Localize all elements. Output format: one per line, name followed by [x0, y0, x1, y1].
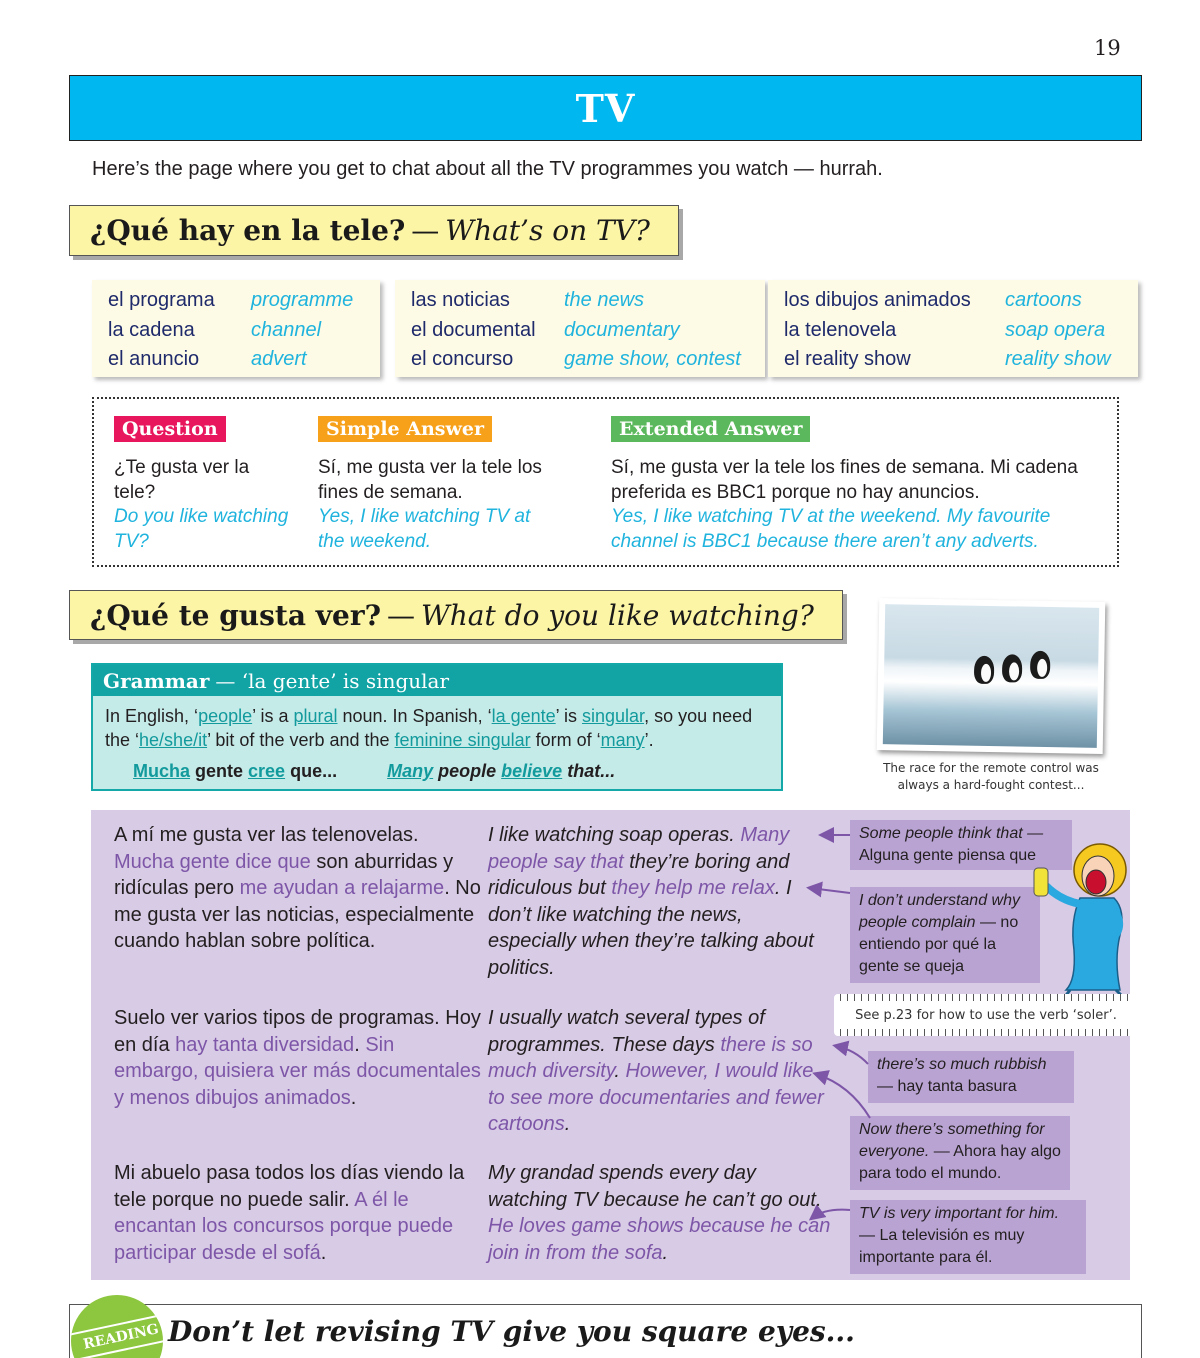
grammar-underlined: he/she/it	[139, 730, 208, 750]
note-english: there’s so much rubbish	[877, 1056, 1047, 1073]
vocab-row	[411, 286, 749, 316]
reading-badge-label: READING	[71, 1312, 163, 1358]
question-column	[114, 416, 294, 554]
para-highlight: hay tanta diversidad	[175, 1033, 355, 1056]
grammar-underlined: many	[600, 730, 645, 750]
section-header-spanish: ¿Qué te gusta ver?	[90, 598, 381, 632]
vocab-spanish: el anuncio	[108, 348, 200, 370]
grammar-example	[105, 759, 769, 783]
vocab-row	[108, 316, 364, 346]
para-text: My grandad spends every day watching TV because he can’t go out.	[488, 1162, 822, 1211]
para-text: .	[662, 1241, 669, 1264]
vocab-english: reality show	[1005, 348, 1111, 370]
note-english: Some people think that —	[859, 825, 1044, 842]
para-highlight: Mucha gente dice que	[114, 850, 311, 873]
page-title: TV	[575, 85, 636, 131]
vocab-row	[411, 345, 749, 375]
para-text: Suelo ver varios tipos de programas. Hoy en día	[114, 1007, 481, 1056]
simple-answer-english: Yes, I like watching TV at the weekend.	[318, 506, 531, 552]
tip-text: See p.23 for how to use the verb ‘soler’.	[855, 1007, 1117, 1023]
para-text: . I don’t like watching the news, especially when they’re talking about politics.	[488, 877, 814, 979]
section-header-english: What do you like watching?	[420, 598, 814, 632]
vocab-spanish: el concurso	[411, 348, 514, 370]
paragraph-english-1	[488, 822, 833, 981]
para-highlight: Sin embargo, quisiera ver más documentales y menos dibujos animados	[114, 1033, 481, 1109]
side-note-4	[850, 1116, 1070, 1190]
vocab-row	[784, 316, 1122, 346]
grammar-text: form of ‘	[530, 730, 601, 750]
para-highlight: He loves game shows because he can join in from the sofa	[488, 1215, 831, 1264]
question-answer-box	[92, 397, 1119, 567]
vocab-box-2	[395, 280, 765, 377]
note-spanish: Alguna gente piensa que	[859, 847, 1037, 864]
para-highlight: they help me relax	[611, 877, 775, 899]
vocab-spanish: la cadena	[108, 318, 195, 341]
grammar-example-text: que...	[285, 761, 338, 781]
note-spanish: — no entiendo por qué la gente se queja	[859, 914, 1019, 975]
vocab-english: channel	[251, 318, 322, 341]
grammar-example-text: gente	[190, 761, 249, 781]
para-text: son aburridas y ridículas pero	[114, 850, 454, 899]
vocab-english: game show, contest	[564, 348, 741, 370]
grammar-example-text: people	[433, 761, 502, 781]
vocab-english: programme	[251, 289, 354, 311]
paragraph-spanish-2	[114, 1005, 484, 1111]
para-highlight: A él le encantan los concursos porque puede participar desde el sofá	[114, 1188, 454, 1264]
grammar-title-bold: Grammar	[103, 668, 210, 693]
vocab-row	[784, 286, 1122, 316]
note-spanish: — La televisión es muy importante para él.	[859, 1227, 1025, 1266]
question-label: Question	[114, 416, 226, 442]
simple-answer-spanish: Sí, me gusta ver la tele los fines de semana.	[318, 457, 542, 503]
extended-answer-column	[611, 416, 1111, 554]
side-note-5	[850, 1200, 1086, 1274]
grammar-title	[93, 665, 781, 696]
section-header-dash: —	[386, 598, 415, 632]
grammar-underlined: people	[198, 706, 253, 726]
photo-image	[883, 604, 1099, 748]
grammar-underlined: plural	[293, 706, 338, 726]
grammar-underlined: la gente	[491, 706, 556, 726]
grammar-example-underlined: cree	[248, 761, 286, 781]
paragraph-spanish-3	[114, 1160, 484, 1266]
vocab-row	[411, 316, 749, 346]
para-text: . No me gusta ver las noticias, especialmente cuando hablan sobre política.	[114, 877, 481, 952]
para-text: .	[354, 1033, 366, 1056]
grammar-text: ’.	[644, 730, 654, 750]
vocab-row	[108, 286, 364, 316]
vocab-english: the news	[564, 289, 645, 311]
para-text: .	[350, 1086, 357, 1109]
extended-answer-spanish: Sí, me gusta ver la tele los fines de semana. Mi cadena preferida es BBC1 porque no hay anuncios.	[611, 457, 1078, 503]
section-header-spanish: ¿Qué hay en la tele?	[90, 214, 406, 247]
paragraph-english-2	[488, 1005, 833, 1138]
grammar-example-underlined: Many	[387, 761, 434, 781]
vocab-english: advert	[251, 348, 307, 370]
shouting-woman-cartoon-icon	[1030, 840, 1140, 1000]
section-header-whats-on-tv	[69, 205, 679, 256]
note-english: I don’t understand why people complain	[859, 892, 1020, 931]
para-highlight: there is so much diversity	[488, 1033, 813, 1082]
grammar-text: ’ is	[555, 706, 583, 726]
page-title-bar	[69, 75, 1142, 141]
para-text: I like watching soap operas.	[488, 824, 741, 846]
vocab-row	[108, 345, 364, 375]
para-highlight: Many people say that	[488, 824, 790, 873]
question-english: Do you like watching TV?	[114, 506, 289, 552]
grammar-example-underlined: Mucha	[133, 761, 191, 781]
penguin-photo	[877, 598, 1106, 754]
simple-answer-label: Simple Answer	[318, 416, 492, 442]
side-note-2	[850, 887, 1040, 983]
section-header-what-do-you-like-watching	[69, 590, 843, 640]
side-note-3	[868, 1051, 1074, 1103]
note-english: TV is very important for him.	[859, 1205, 1060, 1222]
grammar-underlined: feminine singular	[394, 730, 531, 750]
section-header-dash: —	[411, 214, 440, 247]
grammar-text: ’ bit of the verb and the	[207, 730, 395, 750]
para-text: .	[614, 1060, 626, 1082]
penguin-icon	[974, 656, 994, 684]
grammar-text: , so you need the ‘	[105, 706, 753, 750]
paragraph-english-3	[488, 1160, 833, 1266]
vocab-english: soap opera	[1005, 318, 1106, 341]
photo-caption: The race for the remote control was always a hard-fought contest...	[883, 761, 1099, 792]
note-spanish: — Ahora hay algo para todo el mundo.	[859, 1143, 1061, 1182]
vocab-spanish: el reality show	[784, 348, 911, 370]
grammar-text: noun. In Spanish, ‘	[337, 706, 492, 726]
vocab-row	[784, 345, 1122, 375]
question-spanish: ¿Te gusta ver la tele?	[114, 457, 250, 503]
intro-text: Here’s the page where you get to chat about all the TV programmes you watch — hurrah.	[92, 158, 883, 180]
vocab-spanish: la telenovela	[784, 318, 897, 341]
grammar-text: ’ is a	[252, 706, 294, 726]
page-number: 19	[1094, 36, 1121, 60]
extended-answer-text	[611, 456, 1111, 554]
grammar-body	[93, 696, 781, 783]
extended-answer-label: Extended Answer	[611, 416, 810, 442]
footer-heading: Don’t let revising TV give you square eyes...	[168, 1315, 855, 1348]
simple-answer-text	[318, 456, 558, 554]
vocab-spanish: el programa	[108, 289, 215, 311]
grammar-text: In English, ‘	[105, 706, 199, 726]
vocab-spanish: el documental	[411, 318, 536, 341]
simple-answer-column	[318, 416, 558, 554]
para-text: I usually watch several types of programmes. These days	[488, 1007, 765, 1056]
grammar-box	[91, 663, 783, 791]
extended-answer-english: Yes, I like watching TV at the weekend. My favourite channel is BBC1 because there aren’t any adverts.	[611, 506, 1051, 552]
para-text: .	[564, 1113, 571, 1135]
grammar-example-text: that...	[562, 761, 616, 781]
penguin-icon	[1002, 654, 1022, 682]
vocab-english: documentary	[564, 318, 680, 341]
vocab-box-1	[92, 280, 380, 377]
tip-box	[834, 994, 1138, 1036]
para-text: Mi abuelo pasa todos los días viendo la tele porque no puede salir.	[114, 1162, 465, 1211]
grammar-example-underlined: believe	[501, 761, 563, 781]
note-english: Now there’s something for everyone.	[859, 1121, 1045, 1160]
para-text: .	[320, 1241, 327, 1264]
section-header-english: What’s on TV?	[445, 214, 650, 247]
vocab-spanish: las noticias	[411, 289, 510, 311]
paragraph-spanish-1	[114, 822, 484, 955]
note-spanish: — hay tanta basura	[877, 1078, 1017, 1095]
penguin-icon	[1030, 651, 1050, 679]
question-text	[114, 456, 294, 554]
vocab-spanish: los dibujos animados	[784, 289, 971, 311]
vocab-box-3	[768, 280, 1138, 377]
vocab-english: cartoons	[1005, 289, 1082, 311]
grammar-title-rest: — ‘la gente’ is singular	[215, 668, 450, 693]
grammar-underlined: singular	[582, 706, 645, 726]
para-highlight: However, I would like to see more documentaries and fewer cartoons	[488, 1060, 824, 1135]
para-text: A mí me gusta ver las telenovelas.	[114, 824, 419, 846]
para-highlight: me ayudan a relajarme	[239, 877, 445, 899]
para-text: they’re boring and ridiculous but	[488, 850, 790, 899]
